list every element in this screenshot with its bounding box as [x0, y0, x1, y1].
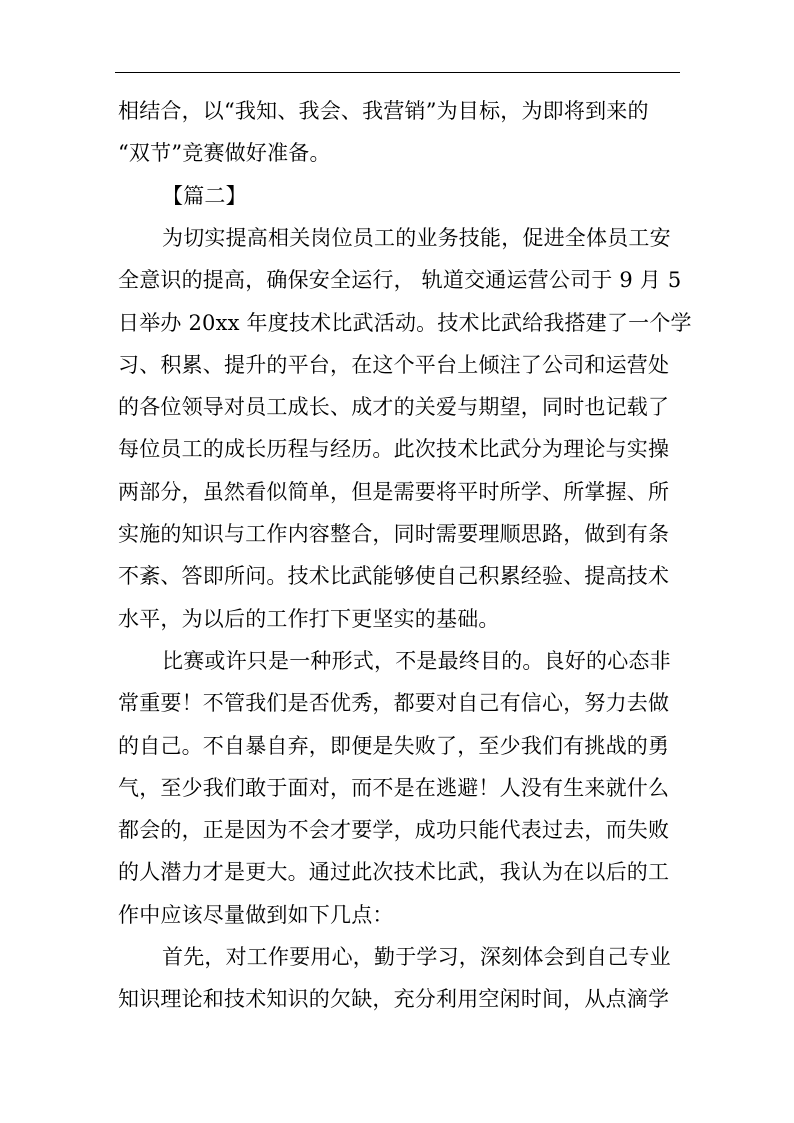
text-line: 知识理论和技术知识的欠缺，充分利用空闲时间，从点滴学	[118, 987, 670, 1012]
text-line: 习、积累、提升的平台，在这个平台上倾注了公司和运营处	[118, 352, 670, 377]
text-line: 水平，为以后的工作打下更坚实的基础。	[118, 606, 500, 631]
text-line: 首先，对工作要用心，勤于学习，深刻体会到自己专业	[162, 945, 671, 969]
text-line: 的人潜力才是更大。通过此次技术比武，我认为在以后的工	[118, 860, 670, 885]
text-line: 的自己。不自暴自弃，即便是失败了，至少我们有挑战的勇	[118, 733, 670, 758]
text-line: 相结合，以“我知、我会、我营销”为目标，为即将到来的	[118, 99, 649, 123]
text-line: 为切实提高相关岗位员工的业务技能，促进全体员工安	[162, 225, 671, 250]
text-line: 的各位领导对员工成长、成才的关爱与期望，同时也记载了	[118, 395, 670, 420]
text-line: 不紊、答即所问。技术比武能够使自己积累经验、提高技术	[118, 564, 670, 589]
text-line: 常重要！不管我们是否优秀，都要对自己有信心，努力去做	[118, 691, 670, 716]
text-line: 两部分，虽然看似简单，但是需要将平时所学、所掌握、所	[118, 479, 670, 504]
text-line: 都会的，正是因为不会才要学，成功只能代表过去，而失败	[118, 818, 670, 843]
text-line: 每位员工的成长历程与经历。此次技术比武分为理论与实操	[118, 437, 670, 462]
text-line: 比赛或许只是一种形式，不是最终目的。良好的心态非	[162, 648, 671, 673]
header-rule	[115, 72, 680, 73]
text-line: 气，至少我们敢于面对，而不是在逃避！人没有生来就什么	[118, 775, 670, 800]
text-line: 实施的知识与工作内容整合，同时需要理顺思路，做到有条	[118, 522, 670, 546]
text-line: 日举办 20xx 年度技术比武活动。技术比武给我搭建了一个学	[118, 310, 692, 335]
text-line: 全意识的提高，确保安全运行， 轨道交通运营公司于 9 月 5	[118, 268, 682, 293]
text-line: 【篇二】	[162, 183, 247, 208]
text-line: 作中应该尽量做到如下几点：	[118, 902, 394, 927]
text-line: “双节”竞赛做好准备。	[118, 141, 331, 166]
